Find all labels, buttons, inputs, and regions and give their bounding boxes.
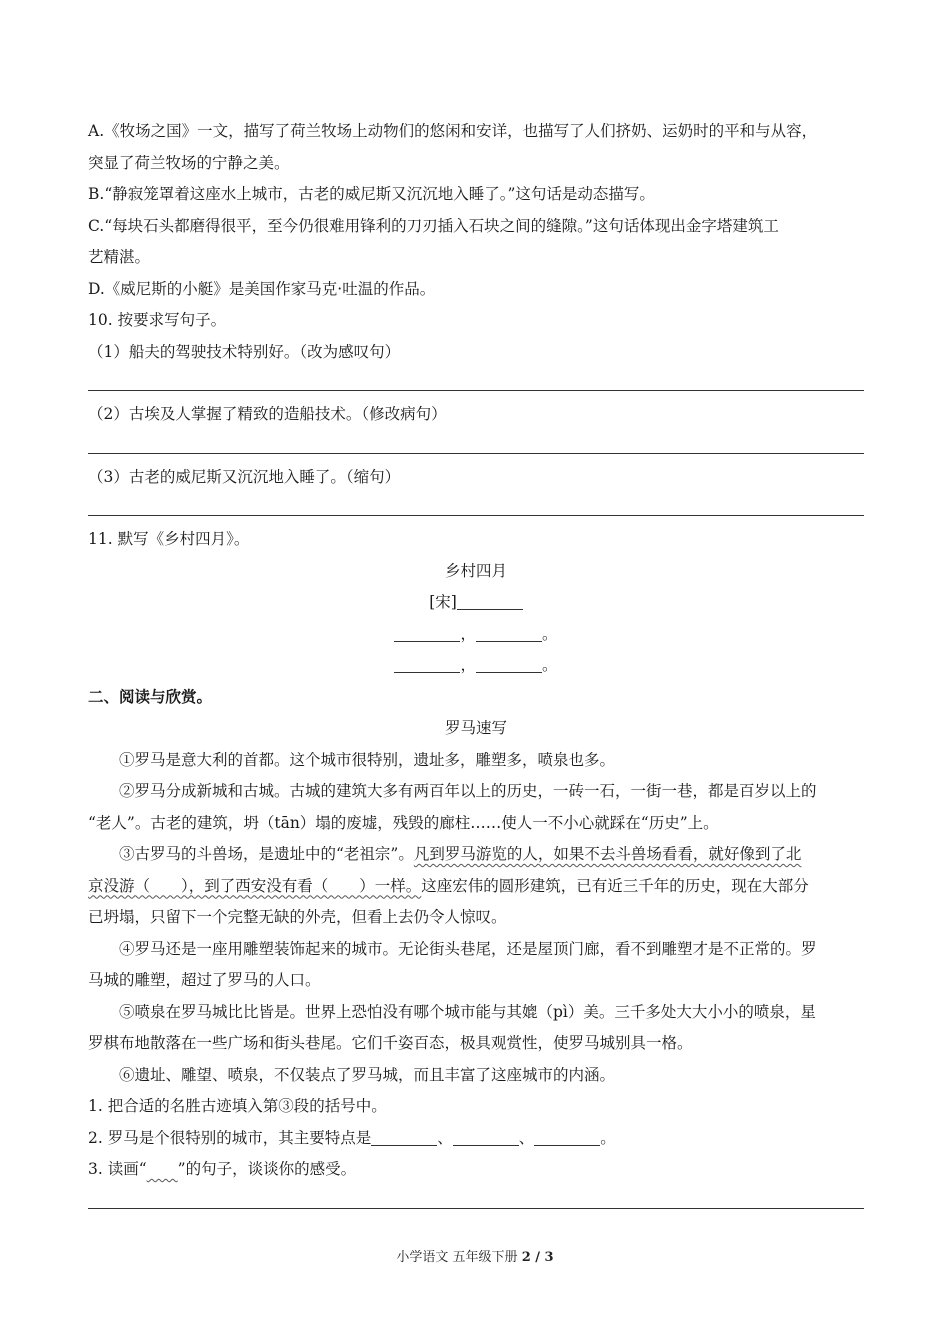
paragraph-3-line-3: 已坍塌，只留下一个完整无缺的外壳，但看上去仍令人惊叹。 — [88, 908, 507, 926]
footer-subject: 小学语文 五年级下册 — [396, 1250, 522, 1265]
paragraph-3-line-2 — [88, 871, 864, 903]
question-10-item-2: （2）古埃及人掌握了精致的造船技术。（修改病句） — [88, 405, 447, 423]
paragraph-3-part-a: ③古罗马的斗兽场，是遗址中的“老祖宗”。 — [119, 845, 414, 863]
question-10-item-3: （3）古老的威尼斯又沉沉地入睡了。（缩句） — [88, 467, 401, 486]
option-d: D.《威尼斯的小艇》是美国作家马克·吐温的作品。 — [88, 279, 436, 298]
question-10-title: 10. 按要求写句子。 — [88, 311, 227, 329]
option-a-line-2: 突显了荷兰牧场的宁静之美。 — [88, 153, 290, 172]
feature-blank-2[interactable] — [453, 1129, 519, 1146]
paragraph-3-part-d: 这座宏伟的圆形建筑，已有近三千年的历史，现在大部分 — [421, 876, 809, 895]
question-11-title: 11. 默写《乡村四月》。 — [88, 530, 250, 548]
option-c-line-1: C.“每块石头都磨得很平，至今仍很难用锋利的刀刃插入石块之间的缝隙。”这句话体现出金字塔建筑工 — [88, 216, 779, 235]
paragraph-5-line-2: 罗棋布地散落在一些广场和街头巷尾。它们千姿百态，极具观赏性，使罗马城别具一格。 — [88, 1034, 693, 1052]
poem-period-1: 。 — [542, 624, 558, 643]
paragraph-3-line-1 — [88, 839, 864, 871]
feature-blank-1[interactable] — [371, 1129, 437, 1146]
paragraph-2-line-2: “老人”。古老的建筑，坍（tān）塌的废墟，残毁的廊柱……使人一不小心就踩在“历史”上。 — [88, 813, 719, 832]
poem-period-2: 。 — [542, 656, 558, 674]
paragraph-1: ①罗马是意大利的首都。这个城市很特别，遗址多，雕塑多，喷泉也多。 — [119, 750, 616, 769]
poem-line-2 — [88, 650, 864, 682]
poem-dynasty: [宋] — [429, 593, 457, 611]
poem-blank-4[interactable] — [476, 657, 542, 674]
wavy-sample-mark — [147, 1160, 178, 1178]
paragraph-2-line-1: ②罗马分成新城和古城。古城的建筑大多有两百年以上的历史，一砖一石，一街一巷，都是百岁以上的 — [119, 782, 817, 800]
question-2-end: 。 — [600, 1128, 616, 1147]
poem-blank-1[interactable] — [394, 625, 460, 642]
reading-question-3 — [88, 1154, 864, 1186]
option-b: B.“静寂笼罩着这座水上城市，古老的威尼斯又沉沉地入睡了。”这句话是动态描写。 — [88, 185, 655, 203]
paragraph-5-line-1: ⑤喷泉在罗马城比比皆是。世界上恐怕没有哪个城市能与其媲（pì）美。三千多处大大小小的喷泉，星 — [119, 1002, 816, 1021]
reading-question-1: 1. 把合适的名胜古迹填入第③段的括号中。 — [88, 1097, 387, 1115]
poem-comma-2: ， — [460, 656, 476, 674]
paragraph-4-line-1: ④罗马还是一座用雕塑装饰起来的城市。无论街头巷尾，还是屋顶门廊，看不到雕塑才是不正常的。罗 — [119, 939, 817, 958]
reading-question-2-prefix: 2. 罗马是个很特别的城市，其主要特点是 — [88, 1128, 372, 1147]
poem-title: 乡村四月 — [444, 561, 507, 580]
poem-comma-1: ， — [460, 624, 476, 643]
reading-question-3-prefix: 3. 读画“ — [88, 1160, 147, 1178]
separator-2: 、 — [518, 1128, 535, 1147]
wavy-sentence-part-2: 京没游（ ），到了西安没有看（ ）一样。 — [88, 876, 422, 895]
document-page — [88, 116, 864, 1209]
question-10-item-1: （1）船夫的驾驶技术特别好。（改为感叹句） — [88, 342, 401, 361]
paragraph-6: ⑥遗址、雕望、喷泉，不仅装点了罗马城，而且丰富了这座城市的内涵。 — [119, 1065, 616, 1084]
option-a-line-1: A.《牧场之国》一文，描写了荷兰牧场上动物们的悠闲和安详，也描写了人们挤奶、运奶时的平和与从容， — [88, 122, 818, 140]
poem-blank-3[interactable] — [394, 657, 460, 674]
poem-author-line — [88, 587, 864, 619]
feature-blank-3[interactable] — [534, 1129, 600, 1146]
reading-question-2 — [88, 1123, 864, 1155]
section-2-heading: 二、阅读与欣赏。 — [88, 687, 213, 706]
separator-1: 、 — [437, 1128, 453, 1147]
article-title: 罗马速写 — [444, 719, 507, 737]
poem-author-blank[interactable] — [457, 594, 523, 611]
reading-question-3-suffix: ”的句子，谈谈你的感受。 — [177, 1160, 357, 1178]
paragraph-4-line-2: 马城的雕塑，超过了罗马的人口。 — [88, 971, 321, 989]
poem-line-1 — [88, 619, 864, 651]
answer-line-reading-3[interactable] — [88, 1208, 864, 1209]
poem-blank-2[interactable] — [476, 625, 542, 642]
wavy-sentence-part-1: 凡到罗马游览的人，如果不去斗兽场看看，就好像到了北 — [413, 845, 802, 863]
footer-page-number: 2 / 3 — [521, 1250, 554, 1265]
option-c-line-2: 艺精湛。 — [88, 248, 151, 266]
page-footer — [0, 1246, 950, 1265]
